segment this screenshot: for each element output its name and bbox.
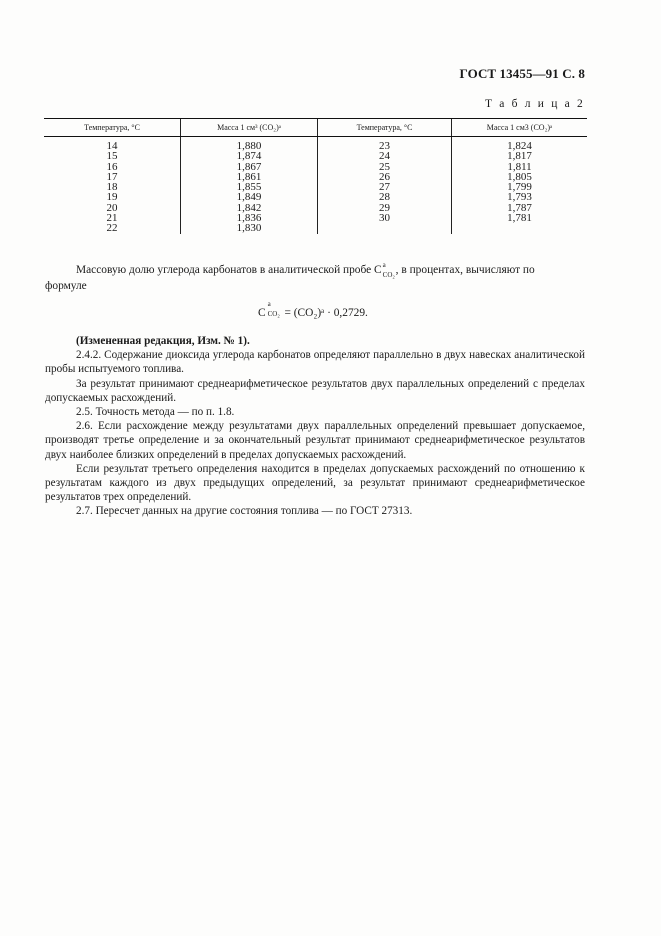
formula-intro-continuation: формуле [45, 280, 87, 292]
header-mass-1: Масса 1 см³ (СО₂)ᵃ [181, 119, 318, 137]
formula-intro-paragraph [45, 261, 586, 294]
table-row [44, 151, 587, 161]
table-cell: 1,849 [181, 192, 318, 202]
table-header-row [44, 119, 587, 137]
carbon-formula [258, 300, 368, 319]
table-row [44, 192, 587, 202]
table-row [44, 223, 587, 233]
table-cell: 1,793 [452, 192, 588, 202]
formula-intro-sup: a [382, 261, 386, 269]
edit-note: (Измененная редакция, Изм. № 1). [76, 335, 250, 347]
table-cell: 1,787 [452, 203, 588, 213]
table-cell: 1,811 [452, 162, 588, 172]
formula-intro-text-end: , в процентах, вычисляют по [395, 264, 535, 276]
table-cell: 1,867 [181, 162, 318, 172]
formula-lhs-sub: CO₂ [267, 310, 280, 318]
table-cell: 21 [106, 212, 118, 225]
header-temperature-2: Температура, °С [318, 119, 452, 137]
table-cell: 1,861 [181, 172, 318, 182]
table-cell: 1,799 [452, 182, 588, 192]
table-row [44, 162, 587, 172]
table-cell [318, 223, 452, 233]
header-temperature-1: Температура, °С [44, 119, 181, 137]
paragraph-2-7: 2.7. Пересчет данных на другие состояния топлива — по ГОСТ 27313. [76, 505, 413, 518]
table-cell: 16 [106, 160, 118, 173]
table-row [44, 213, 587, 223]
table-cell: 27 [318, 182, 452, 192]
table-cell [452, 223, 588, 233]
table-cell: 1,855 [181, 182, 318, 192]
table-row [44, 172, 587, 182]
table-cell: 1,781 [452, 213, 588, 223]
formula-rhs: = (CO₂)ᵃ · 0,2729. [284, 307, 368, 319]
table-cell: 1,842 [181, 203, 318, 213]
table-cell: 22 [106, 222, 118, 235]
table-cell: 23 [318, 137, 452, 152]
header-mass-2: Масса 1 см3 (СО₂)ᵃ [452, 119, 588, 137]
table-cell: 19 [106, 191, 118, 204]
table-cell: 1,836 [181, 213, 318, 223]
paragraph-result: За результат принимают среднеарифметическое результатов двух параллельных определений с пределах допускаемых расхождений. [45, 377, 585, 404]
table-cell: 14 [106, 140, 118, 152]
table-cell: 20 [106, 201, 118, 214]
document-header: ГОСТ 13455—91 С. 8 [459, 66, 585, 81]
table-cell: 25 [318, 162, 452, 172]
temperature-mass-table [44, 118, 587, 234]
paragraph-third-determination: Если результат третьего определения находится в пределах допускаемых расхождений по отношению к результатам каждого из двух предыдущих определений, за результат принимают среднеарифметическое результатов трех определений. [45, 462, 585, 504]
table-cell: 1,805 [452, 172, 588, 182]
table-cell: 1,824 [452, 137, 588, 152]
table-cell: 1,880 [181, 137, 318, 152]
paragraph-2-5: 2.5. Точность метода — по п. 1.8. [76, 406, 235, 419]
table-cell: 17 [106, 170, 118, 183]
table-cell: 18 [106, 181, 118, 194]
table-cell: 1,817 [452, 151, 588, 161]
table-cell: 1,874 [181, 151, 318, 161]
formula-intro-text: Массовую долю углерода карбонатов в аналитической пробе С [76, 264, 382, 276]
paragraph-2-4-2: 2.4.2. Содержание диоксида углерода карбонатов определяют параллельно в двух навесках аналитической пробы испытуемого топлива. [45, 349, 585, 376]
body-text [45, 334, 585, 519]
table-cell: 28 [318, 192, 452, 202]
table-cell: 30 [318, 213, 452, 223]
table-cell: 26 [318, 172, 452, 182]
table-row [44, 137, 587, 152]
table-caption: Т а б л и ц а 2 [484, 98, 585, 110]
table-cell: 15 [106, 150, 118, 163]
table-cell: 1,830 [181, 223, 318, 233]
table-row [44, 203, 587, 213]
table-cell: 29 [318, 203, 452, 213]
table-row [44, 182, 587, 192]
formula-lhs: C [258, 307, 266, 319]
formula-lhs-sup: a [267, 300, 271, 308]
paragraph-2-6: 2.6. Если расхождение между результатами двух параллельных определений превышает допускаемое, производят третье определение и за окончательный результат принимают среднеарифметическое результатов двух наиболее близких определений в пределах допускаемых расхождений. [45, 420, 585, 461]
table-cell: 24 [318, 151, 452, 161]
formula-intro-sub: CO₂ [382, 271, 395, 279]
